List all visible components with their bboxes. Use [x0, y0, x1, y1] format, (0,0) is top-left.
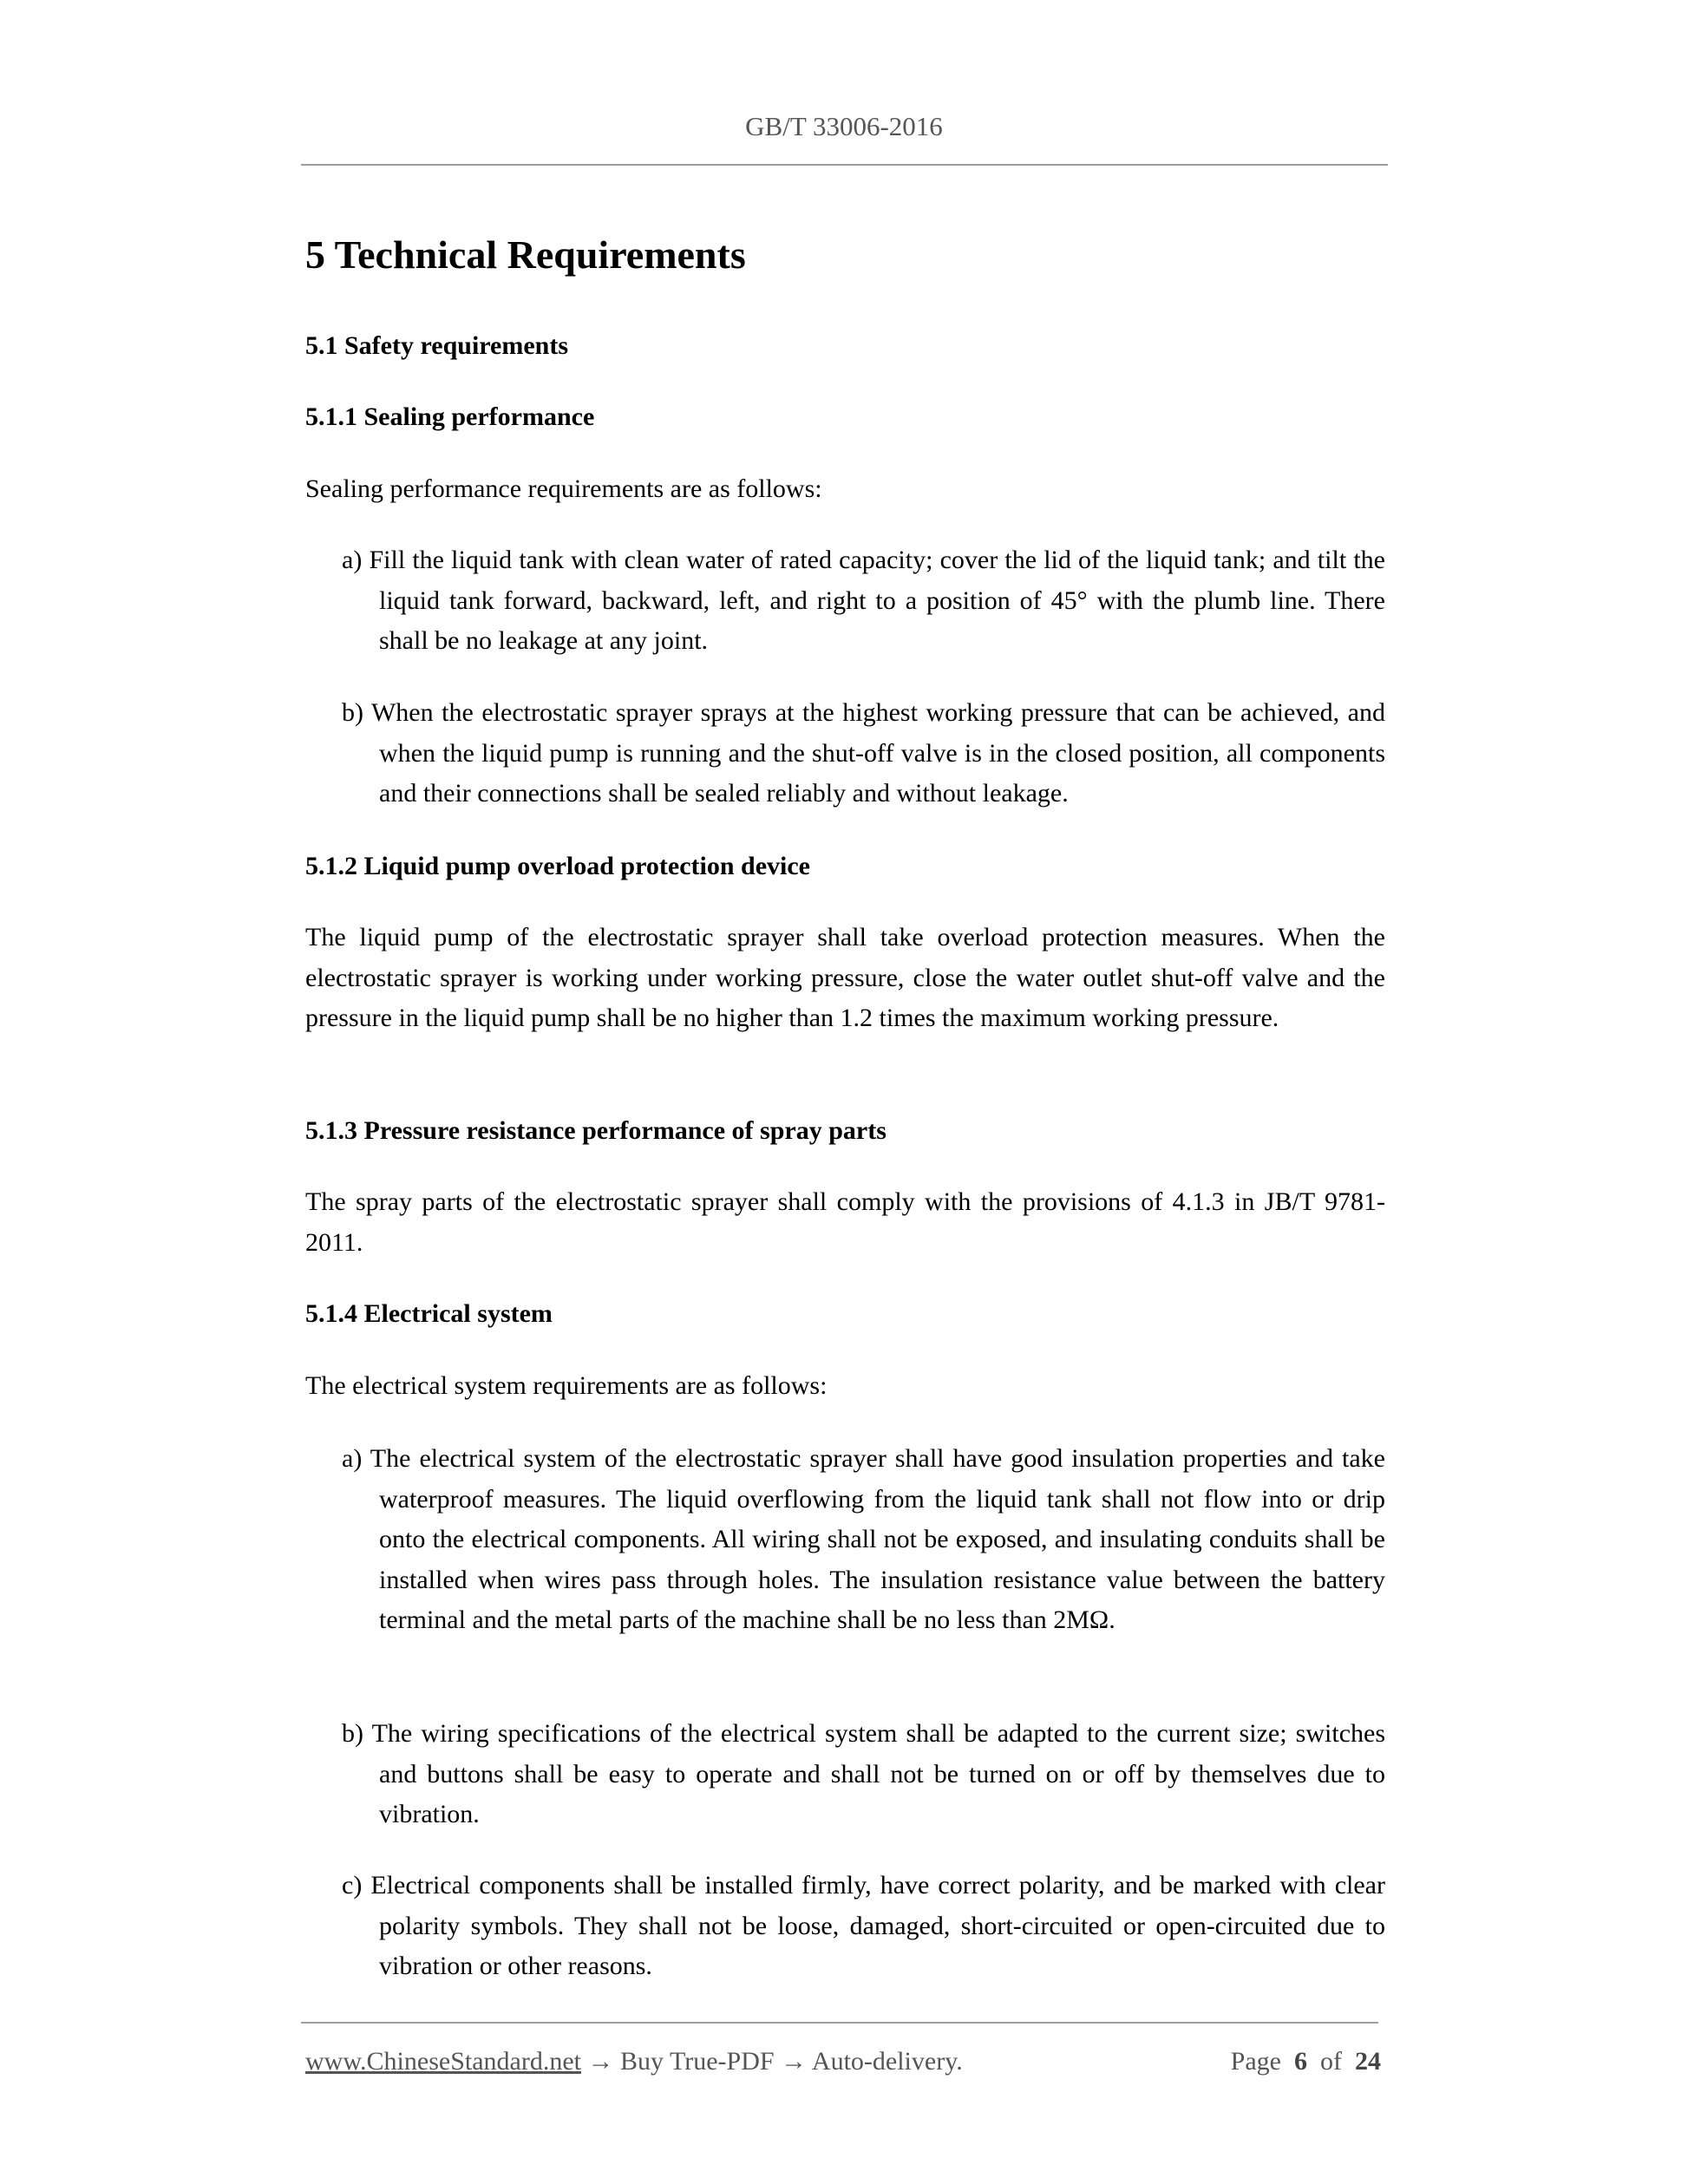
heading-5-1: 5.1 Safety requirements: [305, 331, 569, 360]
page-number: 6: [1294, 2047, 1307, 2076]
section-title: 5 Technical Requirements: [305, 232, 746, 277]
heading-5-1-4: 5.1.4 Electrical system: [305, 1299, 553, 1328]
paragraph: Sealing performance requirements are as follows:: [305, 474, 822, 503]
website-link[interactable]: www.ChineseStandard.net: [305, 2047, 581, 2076]
of-label: of: [1320, 2047, 1342, 2076]
paragraph: The liquid pump of the electrostatic sprayer shall take overload protection measures. When the electrostatic sprayer is working under working pressure, close the water outlet shut-off valve and the pressure in the liquid pump shall be no higher than 1.2 times the maximum working pressure.: [305, 923, 1385, 1033]
footer-divider: [301, 2022, 1378, 2024]
heading-5-1-2: 5.1.2 Liquid pump overload protection device: [305, 852, 810, 880]
list-item: c) Electrical components shall be installed firmly, have correct polarity, and be marked with clear polarity symbols. They shall not be loose, damaged, short-circuited or open-circuited due to vibration or other reasons.: [342, 1871, 1385, 1981]
paragraph: The spray parts of the electrostatic sprayer shall comply with the provisions of 4.1.3 in JB/T 9781-2011.: [305, 1187, 1385, 1257]
running-header: GB/T 33006-2016: [745, 111, 943, 141]
footer: [305, 2043, 1381, 2081]
list-item: b) The wiring specifications of the electrical system shall be adapted to the current size; switches and buttons shall be easy to operate and shall not be turned on or off by themselves due to vibration.: [342, 1719, 1385, 1829]
list-item: b) When the electrostatic sprayer sprays at the highest working pressure that can be achieved, and when the liquid pump is running and the shut-off valve is in the closed position, all components and their connections shall be sealed reliably and without leakage.: [342, 698, 1385, 808]
list-item: a) The electrical system of the electrostatic sprayer shall have good insulation properties and take waterproof measures. The liquid overflowing from the liquid tank shall not flow into or drip onto the electrical components. All wiring shall not be exposed, and insulating conduits shall be installed when wires pass through holes. The insulation resistance value between the battery terminal and the metal parts of the machine shall be no less than 2MΩ.: [342, 1444, 1385, 1635]
paragraph: The electrical system requirements are as follows:: [305, 1371, 828, 1400]
heading-5-1-3: 5.1.3 Pressure resistance performance of spray parts: [305, 1116, 887, 1145]
page-label: Page: [1230, 2047, 1281, 2076]
page-indicator: [1231, 2043, 1381, 2081]
header-divider: [301, 164, 1388, 166]
footer-tagline: → Buy True-PDF → Auto-delivery.: [581, 2047, 963, 2076]
heading-5-1-1: 5.1.1 Sealing performance: [305, 402, 595, 431]
list-item: a) Fill the liquid tank with clean water of rated capacity; cover the lid of the liquid tank; and tilt the liquid tank forward, backward, left, and right to a position of 45° with the plumb line. There shall be no leakage at any joint.: [342, 546, 1385, 656]
page-total: 24: [1355, 2047, 1381, 2076]
